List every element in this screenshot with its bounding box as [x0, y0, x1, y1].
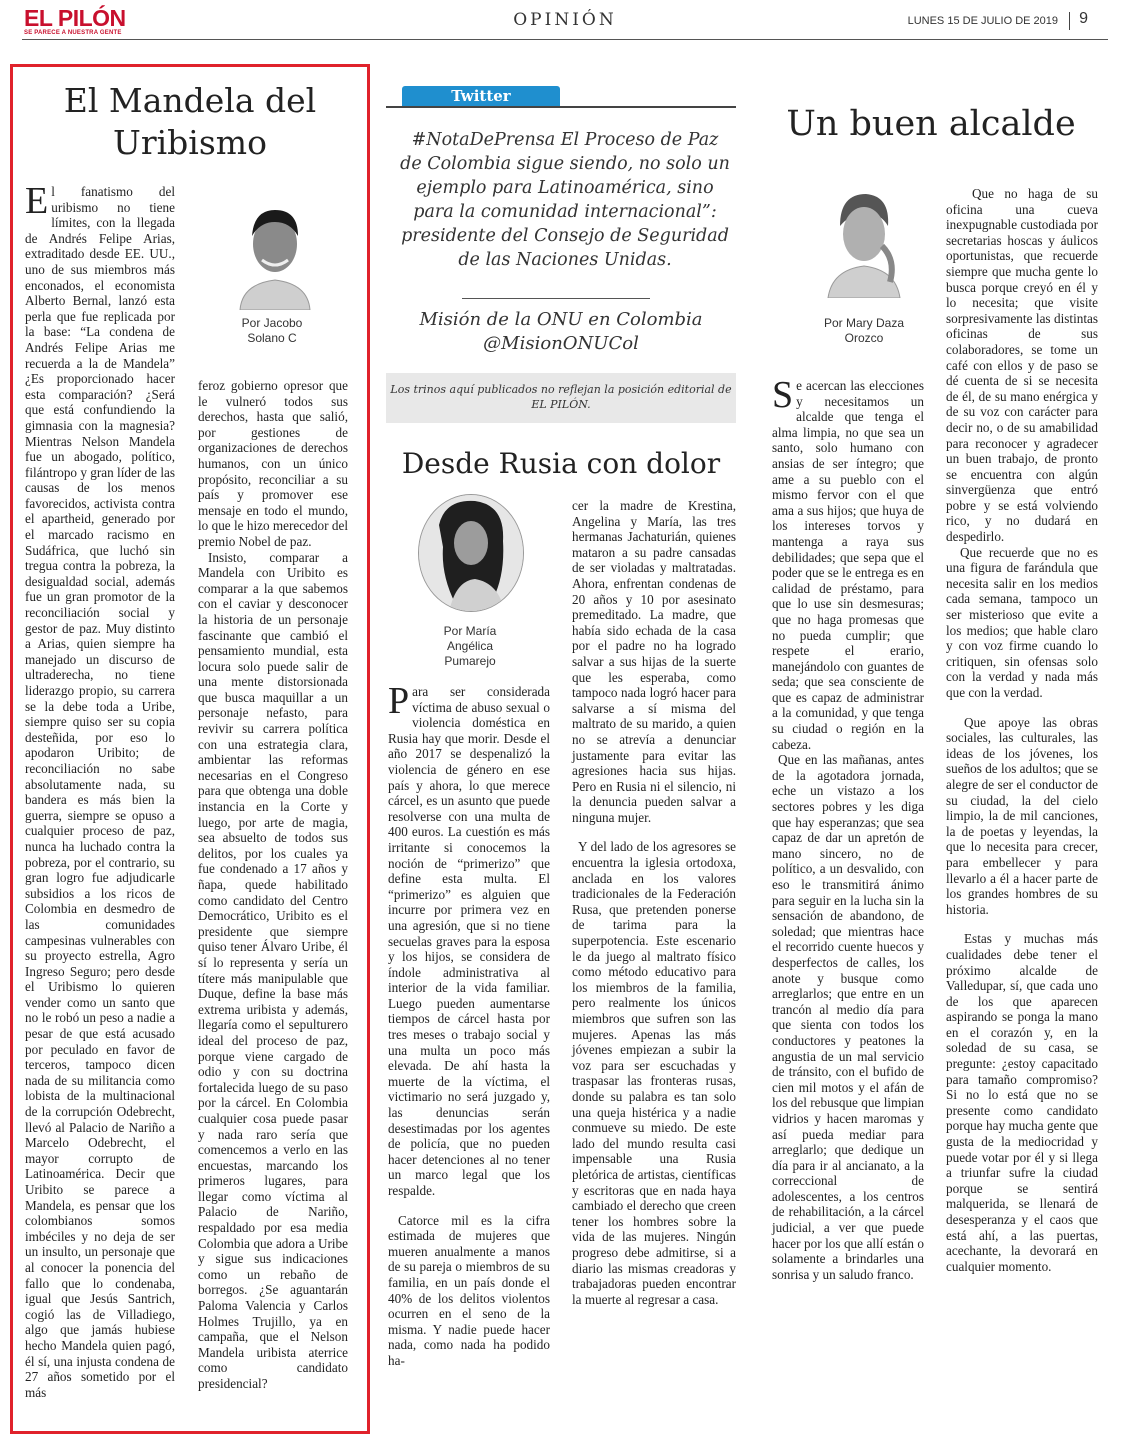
byline-line: Orozco: [844, 331, 884, 345]
article-text: Estas y muchas más cualidades debe tener el próximo alcalde de Valledupar, sí, que cada uno de los que aparecen aspirando se ponga la mano en el corazón y, en la soledad de su casa, se pregunte: ¿estoy capacitado para tamaño compromiso? Si no lo está que no se presente como candidato porque hay mucha gente que gusta de la mediocridad y puede votar por él y si llega a triunfar sufre la ciudad porque se sentirá malquerida, se llenará de desesperanza y el caos que está ahí, a las puertas, acechante, la devorará en cualquier momento.: [946, 931, 1098, 1274]
article-text: l fanatismo del uribismo no tiene límites, con la llegada de Andrés Felipe Arias, extraditado desde EE. UU., uno de sus miembros más enconados, el economista Alberto Bernal, lanzó esta perla que fue replicada por la base: “La condena de Andrés Felipe Arias me recuerda a la de Mandela” ¿Es proporcionado hacer esta comparación? ¿Será que está confundiendo la gimnasia con la magnesia? Mientras Nelson Mandela fue un abogado, político, filántropo y gran líder de las causas de los menos favorecidos, activista contra el apartheid, generado por el marcado racismo en Sudáfrica, que luchó sin tregua contra la pobreza, la desigualdad social, además fue un gran promotor de la reconciliación social y gestor de paz. Muy distinto a Arias, quien siempre ha manejado un discurso de ultraderecha, no tiene liderazgo propio, su carrera se la debe toda a Uribe, siempre quiso ser su copia desteñida, por eso lo apodaron Uribito; de reconciliación no sabe absolutamente nada, su bandera es más bien la guerra, siempre se opuso a cualquier proceso de paz, nunca ha luchado contra la pobreza, por el contrario, su gran logro fue adjudicarle subsidios a los ricos de Colombia en desmedro de las comunidades campesinas vulnerables con su proyecto estrella, Agro Ingreso Seguro; pero desde el Uribismo lo quieren vender como un santo que no le robó un peso a nadie a pesar de que está acusado por peculado en favor de terceros, tampoco dicen nada de su militancia como lobista de la multinacional de la corrupción Odebrecht, llevó al Palacio de Nariño a Marcelo Odebrecht, el mayor corrupto de Latinoamérica. Decir que Uribito se parece a Mandela, es pensar que los colombianos somos imbéciles y no deja de ser un insulto, un personaje que al conocer la ponencia del fallo que lo condenaba, igual que Jesús Santrich, cogió las de Villadiego, algo que jamás hubiese hecho Mandela quien pagó, él sí, una injusta condena de 27 años sometido por el más: [25, 184, 175, 1400]
author-photo-jacobo: [232, 198, 318, 310]
page-number: 9: [1079, 10, 1088, 27]
article-title-mandela[interactable]: El Mandela del Uribismo: [63, 81, 317, 162]
tweet-quote: #NotaDePrensa El Proceso de Paz de Colombia sigue siendo, no solo un ejemplo para Latinoamérica, sino para la comunidad internacional”: presidente del Consejo de Seguridad de las Naciones Unidas.: [400, 130, 730, 270]
dropcap: P: [388, 680, 410, 722]
byline-jacobo: [222, 316, 322, 346]
author-photo-maria: [418, 494, 524, 612]
newspaper-tagline: SE PARECE A NUESTRA GENTE: [24, 30, 122, 36]
article-text: Insisto, comparar a Mandela con Uribito es comparar a la que sabemos con el caviar y desconocer la historia de un personaje fascinante que cambió el pensamiento mundial, esta locura solo puede salir de una mente distorsionada que busca maquillar a un personaje nefasto, para revivir su carrera política con una estrategia clara, ambientar las reformas necesarias en el Congreso para que obtenga una doble instancia en la Corte y luego, por arte de magia, sea absuelto de todos sus delitos, por los cuales ya fue condenado a 17 años y ñapa, quede habilitado como candidato del Centro Democrático, Uribito es el presidente que siempre quiso tener Álvaro Uribe, él sí lo representa y sería un títere más manipulable que Duque, define la base más extrema uribista y además, llegaría como el sepulturero ideal del proceso de paz, porque viene cargado de odio y con su doctrina fortalecida luego de su paso por la cárcel. En Colombia cualquier cosa puede pasar y nada raro sería que comencemos a verlo en las encuestas, marcando los primeros lugares, para llegar como víctima al Palacio de Nariño, respaldado por esa media Colombia que adora a Uribe y sigue sus indicaciones como un rebaño de borregos. ¿Se aguantarán Paloma Valencia y Carlos Holmes Trujillo, ya en campaña, que el Nelson Mandela uribista aterrice como candidato presidencial?: [198, 549, 348, 1391]
article-text: Que recuerde que no es una figura de farándula que necesita salir en los medios cada semana, tampoco un ser misterioso que evite a los medios; que hable claro y con voz firme cuando lo critiquen, sin ofensas solo con la verdad y nada más que con la verdad.: [946, 544, 1098, 700]
section-title: OPINIÓN: [513, 10, 617, 30]
tweet-source-name: Misión de la ONU en Colombia: [419, 309, 703, 330]
byline-mary: [804, 316, 924, 346]
byline-line: Por Mary Daza: [823, 316, 905, 330]
issue-date: LUNES 15 DE JULIO DE 2019: [907, 15, 1058, 27]
header-divider: [1069, 12, 1070, 30]
article-column-rusia-2: [572, 498, 736, 1307]
article-text: Que no haga de su oficina una cueva inexpugnable custodiada por secretarias hoscas y áulicos oportunistas, que recuerde siempre que mucha gente lo busca porque creyó en él y lo necesita; que visite sorpresivamente las distintas oficinas de sus colaboradores, se tome un café con ellos y de paso se dé cuenta de si se necesita de él, de su mano enérgica y de su voz con carácter para decir no, o de su amabilidad para reconocer y agradecer un buen trabajo, de pronto se encuentra con algún sinvergüenza que entró pobre y se está volviendo rico, y no dudará en despedirlo.: [946, 186, 1098, 545]
article-column-alcalde-2: [946, 186, 1098, 1274]
article-text: cer la madre de Krestina, Angelina y María, las tres hermanas Jachaturián, quienes mataron a su padre cansadas de ser violadas y maltratadas. Ahora, enfrentan condenas de 20 años y 10 por asesinato premeditado. La madre, que había sido echada de la casa por el padre no ha logrado salvar a sus hijas de la suerte que les esperaba, como tampoco nada logró hacer para salvarse a sí misma del maltrato de su marido, a quien no se atrevía a denunciar justamente para evitar las agresiones hacia sus hijas. Pero en Rusia ni el silencio, ni la denuncia pueden salvar a ninguna mujer.: [572, 498, 736, 825]
article-text: e acercan las elecciones y necesitamos un alcalde que tenga el alma limpia, no que sea un santo, solo humano con ansias de ser íntegro; que ame a su pueblo con el mismo fervor con el que ama a sus hijos; que huya de los intereses torvos y mantenga a raya sus debilidades; que sepa que el poder que se le entrega es en calidad de préstamo, para que lo use sin desmesuras; que no haga promesas que no pueda cumplir; que respete el erario, manejándolo con guantes de seda; que sea consciente de que es capaz de administrar a la comunidad, y que tenga su ciudad o región en la cabeza.: [772, 378, 924, 752]
article-text: Que apoye las obras sociales, las culturales, las ideas de los jóvenes, los sueños de los adultos; que se alegre de ser el conductor de su ciudad, la del cielo limpio, la de mil canciones, la de poetas y leyendas, la que lo necesita para crecer, para embellecer y para llevarlo a él a hacer parte de los grandes hombres de su historia.: [946, 714, 1099, 917]
article-column-rusia-1: [388, 680, 550, 1369]
article-title-alcalde[interactable]: Un buen alcalde: [786, 104, 1076, 144]
article-column-mandela-2: [198, 378, 348, 1392]
twitter-label: Twitter: [402, 86, 560, 107]
page-header: [22, 6, 1108, 40]
byline-line: Angélica: [446, 639, 494, 653]
dropcap: E: [25, 180, 49, 222]
byline-line: Por María: [443, 624, 497, 638]
twitter-rule-top: [386, 106, 736, 108]
article-column-alcalde-1: [772, 374, 924, 1282]
article-text: ara ser considerada víctima de abuso sexual o violencia doméstica en Rusia hay que morir. Desde el año 2017 se despenalizó la violencia de género en ese país y ahora, lo que merece cárcel, es un asunto que puede resolverse con una multa de 400 euros. La cuestión es más irritante si conocemos la noción de “primerizo” que define esta multa. El “primerizo” es alguien que incurre por primera vez en una agresión, que si no tiene secuelas graves para la esposa y los hijos, se considera de índole administrativa al interior de la vida familiar. Luego pueden aumentarse tiempos de cárcel hasta por tres meses o trabajo social y una multa un poco más elevada. De ahí hasta la muerte de la víctima, el victimario no será juzgado y, las denuncias serán desestimadas por los agentes de policía, que no pueden hacer detenciones al no tener un marco legal que los respalde.: [388, 684, 550, 1198]
article-column-mandela-1: [25, 180, 175, 1400]
tweet-divider: [462, 298, 650, 299]
byline-maria: [420, 624, 520, 669]
byline-line: Solano C: [247, 331, 297, 345]
byline-line: Pumarejo: [444, 654, 496, 668]
twitter-disclaimer: Los trinos aquí publicados no reflejan la posición editorial de EL PILÓN.: [386, 373, 736, 423]
article-text: Que en las mañanas, antes de la agotadora jornada, eche un vistazo a los sectores pobres y les diga que hay esperanzas; que sea capaz de dar un apretón de mano sincero, no de político, a un desvalido, con eso le transmitirá ánimo para seguir en la lucha sin la sensación de abandono, de soledad; que mientras hace el recorrido cuente huecos y desperfectos de calles, los anote y busque como arreglarlos; que entre en un trancón al medio día para que sienta con todos los conductores y peatones la angustia de un mal servicio de tránsito, con el bufido de cien mil motos y el afán de los del rebusque que limpian vidrios y hacen maromas y así pueda mediar para arreglarlo; que dedique un día para ir al ancianato, a la correccional de adolescentes, a los centros de rehabilitación, a la cárcel judicial, a ver que puede hacer por los que allí están o solamente a brindarles una sonrisa y un saludo franco.: [772, 752, 924, 1282]
author-photo-mary: [818, 186, 910, 298]
byline-line: Por Jacobo: [241, 316, 303, 330]
portrait-icon: [818, 186, 910, 298]
article-title-rusia[interactable]: Desde Rusia con dolor: [401, 447, 721, 480]
newspaper-logo[interactable]: EL PILÓN: [24, 5, 126, 31]
article-text: Catorce mil es la cifra estimada de mujeres que mueren anualmente a manos de su pareja o miembros de su familia, en un país donde el 40% de los delitos violentos ocurren en el seno de la misma. Y nadie puede hacer nada, como nada ha podido ha-: [388, 1212, 550, 1368]
tweet-source: [386, 308, 736, 356]
article-text: Y del lado de los agresores se encuentra la iglesia ortodoxa, anclada en los valores tradicionales de la Federación Rusa, que pretenden ponerse de tarima para la superpotencia. Este escenario le da juego al maltrato físico como método educativo para los miembros de la familia, pero realmente los únicos miembros que sufren son las mujeres. Apenas las más jóvenes empiezan a subir la voz para ser escuchadas y traspasar las fronteras rusas, donde su palabra es tan solo una queja histérica y a nadie conmueve su miedo. De este lado del mundo resulta casi impensable una Rusia pletórica de artistas, científicas y escritoras que en nada haya cambiado el derecho que creen tener los hombres sobre la vida de las mujeres. Ningún progreso debe admitirse, si a diario las mismas creadoras y trabajadoras pueden encontrar la muerte al regresar a casa.: [572, 839, 736, 1307]
tweet-handle[interactable]: @MisionONUCol: [483, 333, 639, 354]
dropcap: S: [772, 374, 794, 416]
portrait-icon: [232, 198, 318, 310]
article-text: feroz gobierno opresor que le vulneró todos sus derechos, hasta que salió, por gestiones de organizaciones de derechos humanos, con un único propósito, reconciliar a su país y promover ese mensaje en todo el mundo, lo que le hizo merecedor del premio Nobel de paz.: [198, 378, 348, 549]
portrait-icon: [419, 495, 524, 612]
